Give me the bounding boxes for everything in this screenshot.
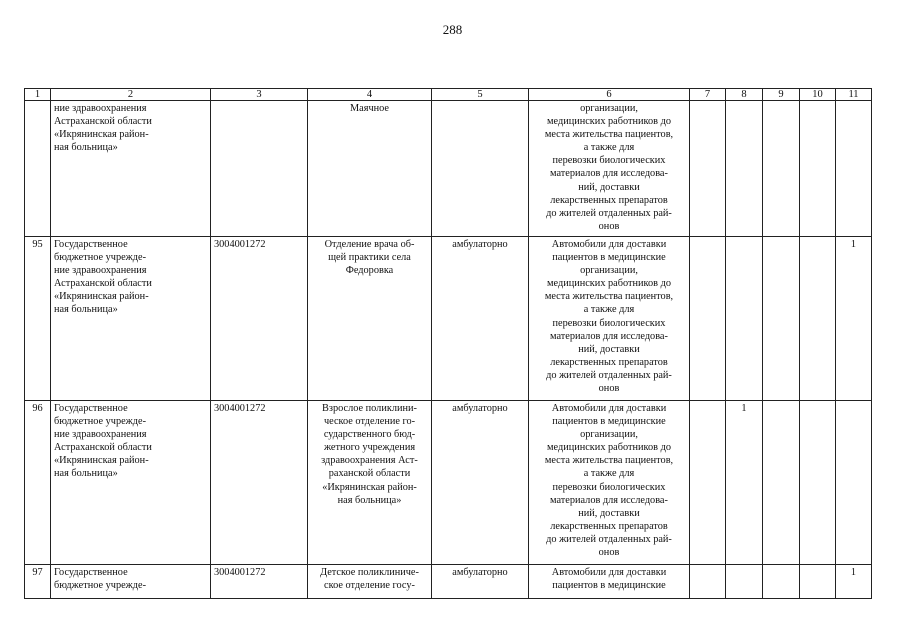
institution-name-line: ная больница» — [54, 468, 118, 480]
column-header: 11 — [836, 89, 872, 101]
count-cell-9 — [763, 237, 800, 401]
count-cell-9 — [763, 101, 800, 237]
vehicle-purpose-line: медицинских работников до — [547, 442, 671, 454]
count-cell-11 — [836, 101, 872, 237]
institution-name-line: ная больница» — [54, 142, 118, 154]
department-line: здравоохранения Аст- — [321, 455, 418, 467]
vehicle-purpose-line: пациентов в медицинские — [552, 252, 666, 264]
department-cell — [308, 565, 432, 599]
count-cell-8: 1 — [726, 401, 763, 565]
vehicle-purpose-line: Автомобили для доставки — [551, 403, 667, 414]
department-line: сударственного бюд- — [323, 429, 416, 441]
department-cell — [308, 401, 432, 565]
count-cell-7 — [690, 565, 726, 599]
institution-name-line: ние здравоохранения — [54, 103, 147, 114]
column-header: 5 — [432, 89, 529, 101]
row-number-cell — [25, 101, 51, 237]
vehicle-purpose-line: перевозки биологических — [552, 317, 666, 329]
page-number: 288 — [442, 22, 463, 37]
count-cell-9 — [763, 565, 800, 599]
count-cell-11: 1 — [836, 237, 872, 401]
vehicle-purpose-line: перевозки биологических — [552, 481, 666, 493]
count-cell-11: 1 — [836, 565, 872, 599]
institution-name-line: «Икрянинская район- — [54, 129, 149, 141]
data-table — [24, 88, 872, 599]
vehicle-purpose-line: а также для — [583, 304, 635, 316]
column-header: 2 — [51, 89, 211, 101]
column-header: 9 — [763, 89, 800, 101]
vehicle-purpose-line: ний, доставки — [578, 181, 640, 193]
care-mode-cell: амбулаторно — [432, 565, 529, 599]
institution-name-line: бюджетное учрежде- — [54, 252, 147, 264]
vehicle-purpose-line: а также для — [583, 142, 635, 154]
institution-name-line: бюджетное учрежде- — [54, 416, 147, 428]
table-row — [25, 101, 872, 237]
vehicle-purpose-cell — [529, 237, 690, 401]
vehicle-purpose-line: пациентов в медицинские — [552, 416, 666, 428]
row-number-cell: 97 — [25, 565, 51, 599]
column-header: 1 — [25, 89, 51, 101]
vehicle-purpose-line: материалов для исследова- — [550, 494, 668, 506]
department-line: жетного учреждения — [323, 442, 416, 454]
inn-code-cell: 3004001272 — [211, 401, 308, 565]
vehicle-purpose-line: перевозки биологических — [552, 155, 666, 167]
inn-code-cell: 3004001272 — [211, 237, 308, 401]
department-line: раханской области — [328, 468, 411, 480]
vehicle-purpose-cell — [529, 401, 690, 565]
vehicle-purpose-line: а также для — [583, 468, 635, 480]
column-header: 8 — [726, 89, 763, 101]
institution-name-line: «Икрянинская район- — [54, 291, 149, 303]
vehicle-purpose-line: лекарственных препаратов — [550, 356, 668, 368]
institution-name-line: Астраханской области — [54, 278, 152, 290]
institution-name-line: ние здравоохранения — [54, 429, 147, 441]
institution-name-line: Астраханской области — [54, 116, 152, 128]
department-line: Взрослое поликлини- — [322, 403, 417, 414]
vehicle-purpose-cell — [529, 101, 690, 237]
institution-name-line: Государственное — [54, 239, 128, 250]
department-line: Маячное — [350, 103, 389, 114]
department-line: ческое отделение го- — [323, 416, 416, 428]
institution-name-cell — [51, 101, 211, 237]
column-header: 6 — [529, 89, 690, 101]
table-header-row — [25, 89, 872, 101]
vehicle-purpose-line: Автомобили для доставки — [551, 567, 667, 578]
department-line: Детское поликлиниче- — [320, 567, 419, 578]
count-cell-7 — [690, 401, 726, 565]
care-mode-cell: амбулаторно — [432, 401, 529, 565]
column-header: 7 — [690, 89, 726, 101]
table-row — [25, 237, 872, 401]
vehicle-purpose-line: ний, доставки — [578, 507, 640, 519]
vehicle-purpose-line: организации, — [580, 265, 638, 277]
institution-name-line: Государственное — [54, 567, 128, 578]
vehicle-purpose-line: медицинских работников до — [547, 278, 671, 290]
count-cell-8 — [726, 237, 763, 401]
vehicle-purpose-line: материалов для исследова- — [550, 168, 668, 180]
table-row — [25, 401, 872, 565]
department-line: щей практики села — [328, 252, 411, 264]
institution-name-cell — [51, 565, 211, 599]
vehicle-purpose-line: медицинских работников до — [547, 116, 671, 128]
vehicle-purpose-line: лекарственных препаратов — [550, 520, 668, 532]
vehicle-purpose-line: ний, доставки — [578, 343, 640, 355]
column-header: 4 — [308, 89, 432, 101]
vehicle-purpose-line: пациентов в медицинские — [552, 580, 666, 592]
count-cell-7 — [690, 237, 726, 401]
count-cell-8 — [726, 565, 763, 599]
department-cell — [308, 237, 432, 401]
count-cell-10 — [800, 565, 836, 599]
table-row — [25, 565, 872, 599]
vehicle-purpose-cell — [529, 565, 690, 599]
department-line: Отделение врача об- — [324, 239, 415, 250]
department-line: ная больница» — [337, 494, 402, 506]
institution-name-line: Астраханской области — [54, 442, 152, 454]
vehicle-purpose-line: материалов для исследова- — [550, 330, 668, 342]
institution-name-line: ная больница» — [54, 304, 118, 316]
institution-name-line: бюджетное учрежде- — [54, 580, 147, 592]
vehicle-purpose-line: места жительства пациентов, — [544, 129, 674, 141]
department-line: Федоровка — [345, 265, 394, 277]
care-mode-cell: амбулаторно — [432, 237, 529, 401]
count-cell-9 — [763, 401, 800, 565]
vehicle-purpose-line: организации, — [580, 103, 638, 114]
vehicle-purpose-line: онов — [598, 547, 620, 559]
vehicle-purpose-line: Автомобили для доставки — [551, 239, 667, 250]
vehicle-purpose-line: до жителей отдаленных рай- — [546, 207, 672, 219]
table-body — [25, 101, 872, 599]
department-line: ское отделение госу- — [324, 580, 415, 592]
institution-name-line: Государственное — [54, 403, 128, 414]
column-header: 3 — [211, 89, 308, 101]
count-cell-10 — [800, 101, 836, 237]
institution-name-cell — [51, 401, 211, 565]
institution-name-line: ние здравоохранения — [54, 265, 147, 277]
count-cell-10 — [800, 401, 836, 565]
vehicle-purpose-line: онов — [598, 383, 620, 395]
vehicle-purpose-line: до жителей отдаленных рай- — [546, 533, 672, 545]
row-number-cell: 95 — [25, 237, 51, 401]
vehicle-purpose-line: лекарственных препаратов — [550, 194, 668, 206]
care-mode-cell — [432, 101, 529, 237]
vehicle-purpose-line: места жительства пациентов, — [544, 455, 674, 467]
count-cell-7 — [690, 101, 726, 237]
department-cell — [308, 101, 432, 237]
inn-code-cell — [211, 101, 308, 237]
count-cell-10 — [800, 237, 836, 401]
count-cell-8 — [726, 101, 763, 237]
count-cell-11 — [836, 401, 872, 565]
inn-code-cell: 3004001272 — [211, 565, 308, 599]
row-number-cell: 96 — [25, 401, 51, 565]
vehicle-purpose-line: онов — [598, 220, 620, 232]
department-line: «Икрянинская район- — [322, 481, 417, 493]
column-header: 10 — [800, 89, 836, 101]
vehicle-purpose-line: места жительства пациентов, — [544, 291, 674, 303]
institution-name-cell — [51, 237, 211, 401]
vehicle-purpose-line: организации, — [580, 429, 638, 441]
institution-name-line: «Икрянинская район- — [54, 455, 149, 467]
vehicle-purpose-line: до жителей отдаленных рай- — [546, 369, 672, 381]
